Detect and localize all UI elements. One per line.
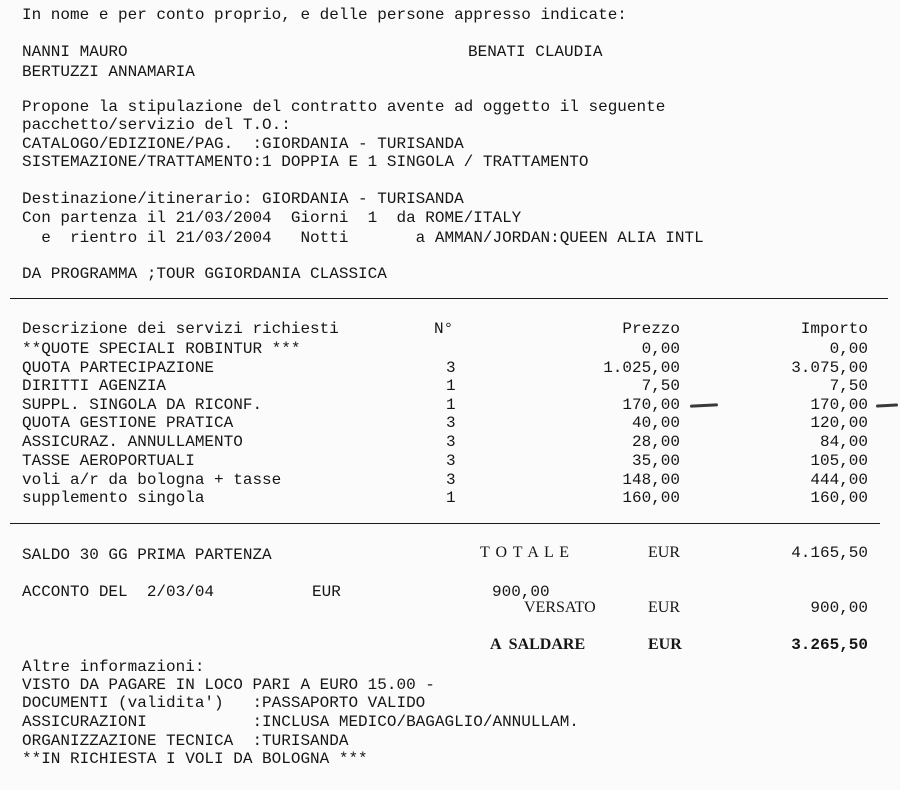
row-amount: 3.075,00: [791, 359, 868, 377]
row-price: 7,50: [641, 377, 680, 395]
intro-text: In nome e per conto proprio, e delle persone appresso indicate:: [22, 6, 627, 24]
row-amount: 84,00: [819, 433, 868, 451]
row-qty: 3: [446, 433, 456, 451]
row-desc: ASSICURAZ. ANNULLAMENTO: [22, 433, 243, 451]
col-header-desc: Descrizione dei servizi richiesti: [22, 320, 339, 338]
other-info-line: VISTO DA PAGARE IN LOCO PARI A EURO 15.00 -: [22, 676, 435, 694]
row-price: 160,00: [622, 489, 680, 507]
row-amount: 120,00: [810, 414, 868, 432]
versato-label: VERSATO: [524, 599, 596, 616]
row-desc: TASSE AEROPORTUALI: [22, 452, 195, 470]
row-desc: SUPPL. SINGOLA DA RICONF.: [22, 396, 263, 414]
totale-label: T O T A L E: [480, 544, 570, 561]
row-amount: 7,50: [829, 377, 868, 395]
programma-line: DA PROGRAMMA ;TOUR GGIORDANIA CLASSICA: [22, 265, 387, 283]
row-desc: supplemento singola: [22, 489, 205, 507]
col-header-price: Prezzo: [622, 320, 680, 338]
row-amount: 444,00: [810, 471, 868, 489]
rientro-line: e rientro il 21/03/2004 Notti a AMMAN/JORDAN:QUEEN ALIA INTL: [22, 229, 704, 247]
row-qty: 3: [446, 471, 456, 489]
pen-mark: [690, 403, 718, 407]
saldare-value: 3.265,50: [791, 636, 868, 654]
row-qty: 1: [446, 377, 456, 395]
row-desc: DIRITTI AGENZIA: [22, 377, 167, 395]
row-price: 35,00: [631, 452, 680, 470]
other-info-line: DOCUMENTI (validita') :PASSAPORTO VALIDO: [22, 694, 426, 712]
row-qty: 3: [446, 414, 456, 432]
row-price: 28,00: [631, 433, 680, 451]
acconto-label: ACCONTO DEL 2/03/04: [22, 583, 215, 601]
row-price: 1.025,00: [603, 359, 680, 377]
divider-bottom: [10, 523, 880, 524]
pen-mark: [876, 403, 898, 407]
proposal-line-1: Propone la stipulazione del contratto avente ad oggetto il seguente: [22, 98, 666, 116]
row-qty: 3: [446, 452, 456, 470]
divider-top: [10, 298, 888, 299]
row-desc: QUOTA GESTIONE PRATICA: [22, 414, 234, 432]
row-qty: 1: [446, 396, 456, 414]
row-price: 40,00: [631, 414, 680, 432]
other-info-line: ASSICURAZIONI :INCLUSA MEDICO/BAGAGLIO/ANNULLAM.: [22, 713, 579, 731]
row-qty: 3: [446, 359, 456, 377]
versato-value: 900,00: [810, 599, 868, 617]
partenza-line: Con partenza il 21/03/2004 Giorni 1 da ROME/ITALY: [22, 209, 522, 227]
destinazione-line: Destinazione/itinerario: GIORDANIA - TURISANDA: [22, 190, 464, 208]
person-1: NANNI MAURO: [22, 43, 128, 61]
row-desc: voli a/r da bologna + tasse: [22, 471, 282, 489]
col-header-amount: Importo: [800, 320, 868, 338]
other-info-title: Altre informazioni:: [22, 658, 205, 676]
col-header-qty: N°: [434, 320, 454, 338]
person-2: BENATI CLAUDIA: [468, 43, 603, 61]
totale-value: 4.165,50: [791, 544, 868, 562]
catalogo-line: CATALOGO/EDIZIONE/PAG. :GIORDANIA - TURISANDA: [22, 135, 464, 153]
row-desc: QUOTA PARTECIPAZIONE: [22, 359, 215, 377]
acconto-currency: EUR: [312, 583, 341, 601]
row-price: 148,00: [622, 471, 680, 489]
sistemazione-line: SISTEMAZIONE/TRATTAMENTO:1 DOPPIA E 1 SINGOLA / TRATTAMENTO: [22, 153, 589, 171]
saldo-label: SALDO 30 GG PRIMA PARTENZA: [22, 546, 272, 564]
row-amount: 105,00: [810, 452, 868, 470]
saldare-label: A SALDARE: [490, 636, 586, 653]
person-3: BERTUZZI ANNAMARIA: [22, 63, 195, 81]
other-info-line: **IN RICHIESTA I VOLI DA BOLOGNA ***: [22, 750, 368, 768]
row-amount: 160,00: [810, 489, 868, 507]
row-price: 170,00: [622, 396, 680, 414]
row-price: 0,00: [641, 340, 680, 358]
saldare-currency: EUR: [648, 636, 682, 653]
row-amount: 170,00: [810, 396, 868, 414]
versato-currency: EUR: [648, 599, 680, 616]
other-info-line: ORGANIZZAZIONE TECNICA :TURISANDA: [22, 732, 349, 750]
totale-currency: EUR: [648, 544, 680, 561]
acconto-value: 900,00: [492, 583, 550, 601]
row-desc: **QUOTE SPECIALI ROBINTUR ***: [22, 340, 301, 358]
proposal-line-2: pacchetto/servizio del T.O.:: [22, 116, 291, 134]
row-qty: 1: [446, 489, 456, 507]
row-amount: 0,00: [829, 340, 868, 358]
